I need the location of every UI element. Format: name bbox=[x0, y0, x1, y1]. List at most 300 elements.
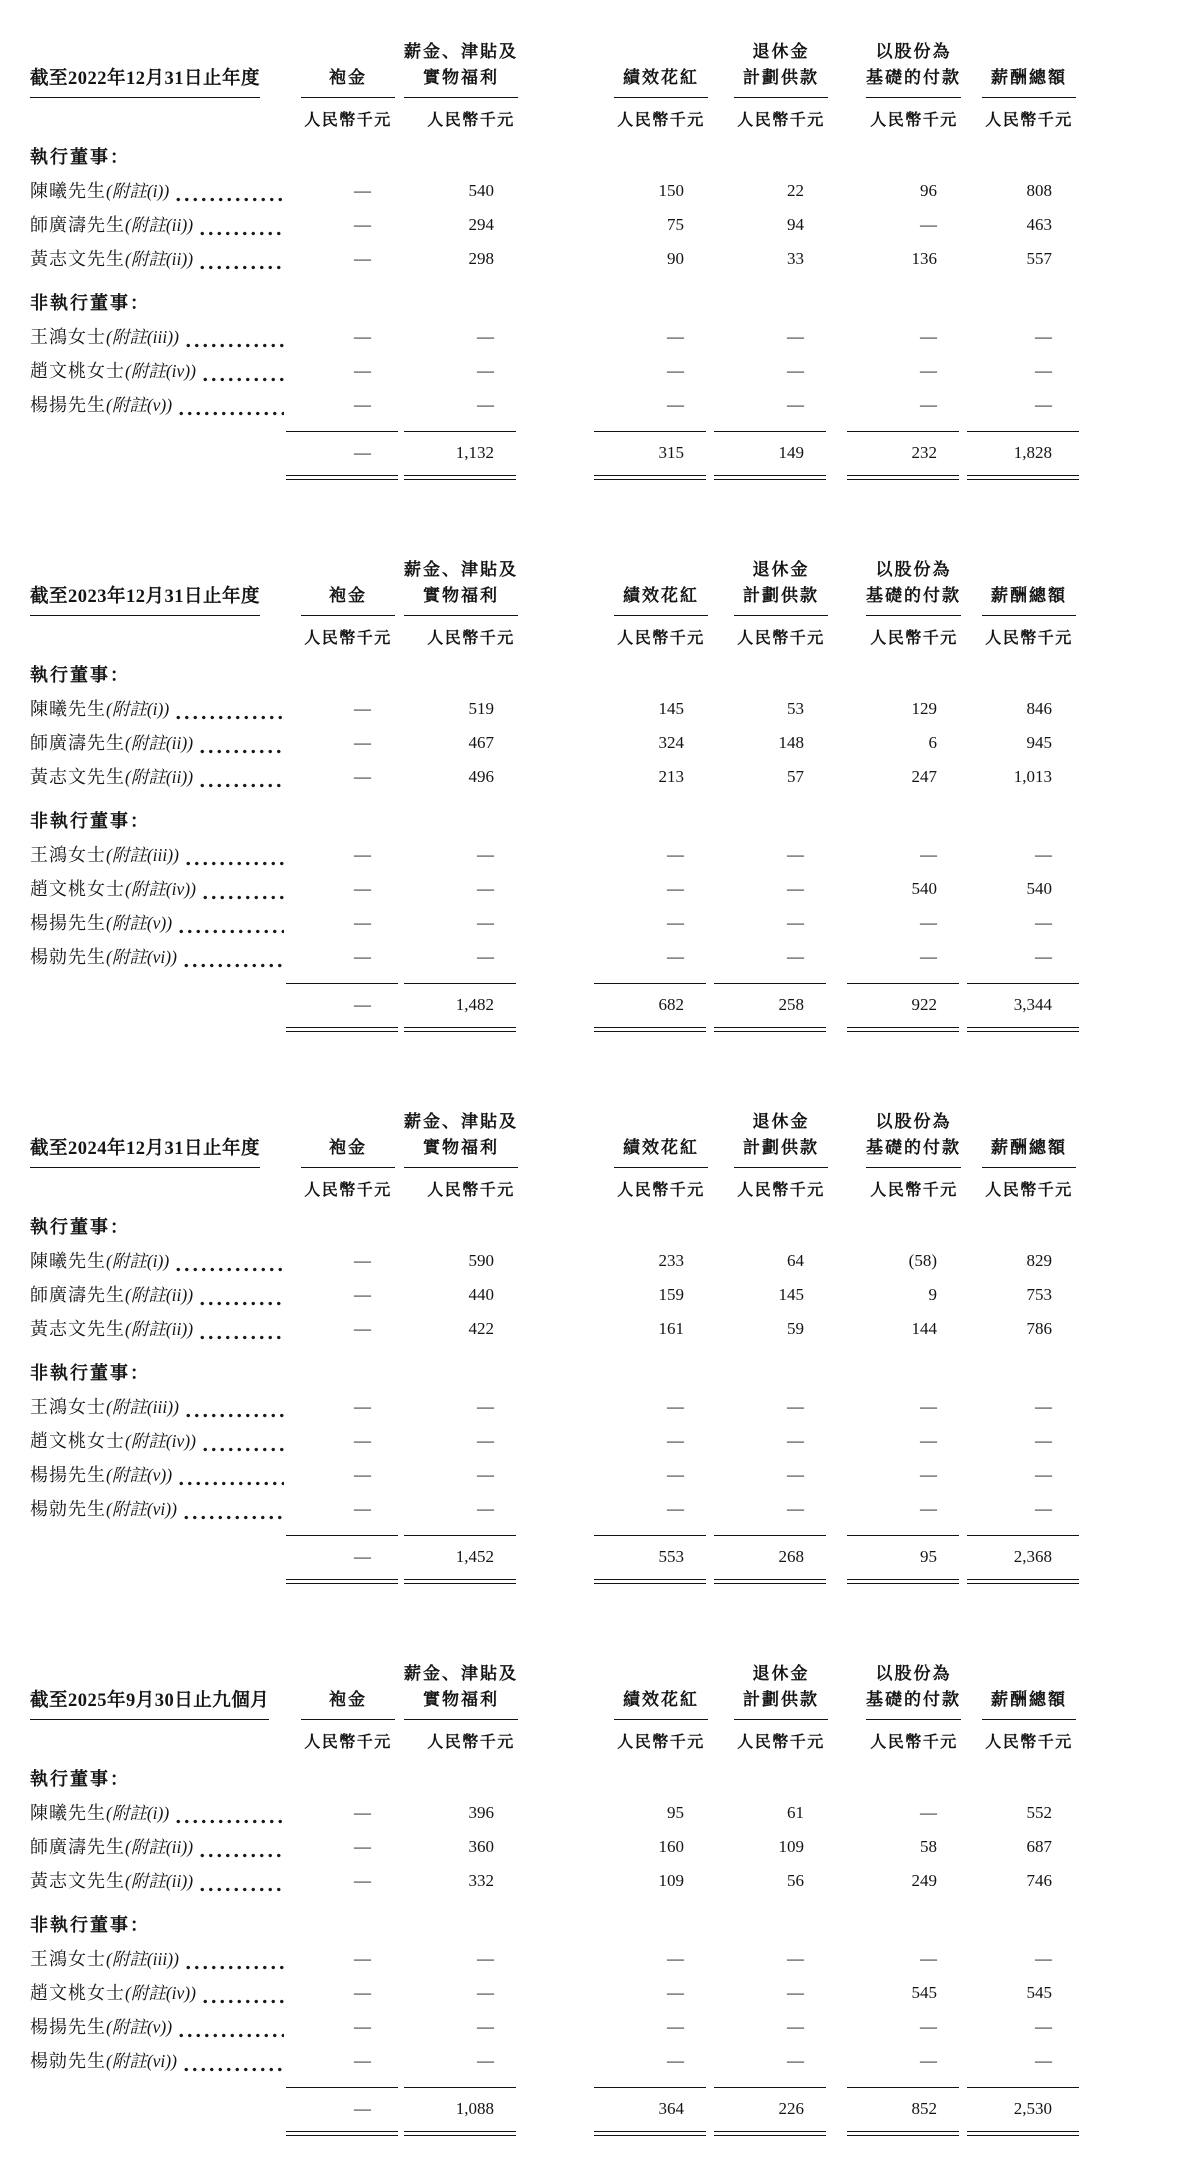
director-name: 黃志文先生 bbox=[30, 1319, 125, 1339]
director-value: — bbox=[920, 327, 937, 346]
director-name-cell bbox=[30, 1278, 286, 1312]
director-name-cell bbox=[30, 242, 286, 276]
currency-unit-label: 人民幣千元 bbox=[427, 630, 515, 647]
director-note: (附註(iii)) bbox=[106, 1949, 179, 1969]
director-value: — bbox=[667, 1465, 684, 1484]
director-value: — bbox=[354, 2017, 371, 2036]
director-value: 57 bbox=[787, 767, 804, 786]
director-value: 945 bbox=[1026, 733, 1052, 752]
director-row bbox=[30, 1278, 1082, 1312]
director-value: 53 bbox=[787, 699, 804, 718]
director-value: — bbox=[1035, 1431, 1052, 1450]
column-header-cell bbox=[967, 1135, 1082, 1169]
director-value: 58 bbox=[920, 1837, 937, 1856]
director-name: 王鴻女士 bbox=[30, 845, 106, 865]
director-value: 90 bbox=[667, 249, 684, 268]
director-value: 247 bbox=[911, 767, 937, 786]
director-value: — bbox=[354, 947, 371, 966]
director-value: — bbox=[1035, 1949, 1052, 1968]
director-name-cell bbox=[30, 838, 286, 872]
dot-leader bbox=[199, 1424, 284, 1458]
director-name: 黃志文先生 bbox=[30, 249, 125, 269]
total-value: 315 bbox=[658, 443, 684, 462]
director-note: (附註(ii)) bbox=[125, 215, 194, 235]
total-double-rule-row bbox=[30, 1026, 1082, 1032]
director-row bbox=[30, 208, 1082, 242]
column-header-cell bbox=[401, 1661, 524, 1720]
director-note: (附註(v)) bbox=[106, 2017, 173, 2037]
section-heading: 執行董事： bbox=[30, 147, 130, 167]
director-note: (附註(iv)) bbox=[125, 361, 196, 381]
director-value: — bbox=[354, 767, 371, 786]
column-header-cell bbox=[967, 65, 1082, 99]
director-value: — bbox=[787, 327, 804, 346]
director-name-cell bbox=[30, 1390, 286, 1424]
director-value: — bbox=[667, 361, 684, 380]
director-value: — bbox=[787, 1465, 804, 1484]
period-cell bbox=[30, 64, 286, 98]
director-value: — bbox=[354, 1499, 371, 1518]
total-double-rule bbox=[286, 475, 398, 480]
director-value: — bbox=[1035, 1465, 1052, 1484]
total-double-rule bbox=[847, 1027, 959, 1032]
dot-leader bbox=[182, 320, 284, 354]
column-header: 袍金 bbox=[301, 1687, 395, 1721]
column-header-cell bbox=[524, 583, 714, 617]
total-topline-row bbox=[30, 422, 1082, 432]
director-name-cell bbox=[30, 1830, 286, 1864]
director-value: — bbox=[667, 1949, 684, 1968]
currency-unit-label: 人民幣千元 bbox=[737, 112, 825, 129]
currency-unit-label: 人民幣千元 bbox=[985, 1734, 1073, 1751]
period-label: 截至2024年12月31日止年度 bbox=[30, 1134, 260, 1168]
dot-leader bbox=[196, 760, 284, 794]
total-value: 364 bbox=[658, 2099, 684, 2118]
total-value: 1,088 bbox=[455, 2099, 494, 2118]
director-note: (附註(iv)) bbox=[125, 1431, 196, 1451]
director-note: (附註(ii)) bbox=[125, 767, 194, 787]
director-value: 64 bbox=[787, 1251, 804, 1270]
director-value: — bbox=[354, 1983, 371, 2002]
column-header: 績效花紅 bbox=[614, 65, 708, 99]
column-header-cell bbox=[401, 39, 524, 98]
section-heading: 非執行董事： bbox=[30, 293, 150, 313]
director-name: 楊揚先生 bbox=[30, 2017, 106, 2037]
column-header: 退休金 計劃供款 bbox=[734, 1661, 828, 1720]
director-row bbox=[30, 726, 1082, 760]
director-name-cell bbox=[30, 1942, 286, 1976]
director-value: (58) bbox=[908, 1251, 937, 1270]
director-value: — bbox=[477, 395, 494, 414]
total-value: 1,482 bbox=[455, 995, 494, 1014]
director-name-cell bbox=[30, 692, 286, 726]
total-topline-row bbox=[30, 2078, 1082, 2088]
column-header: 績效花紅 bbox=[614, 583, 708, 617]
column-header-cell bbox=[834, 39, 967, 98]
director-row bbox=[30, 872, 1082, 906]
director-row bbox=[30, 1458, 1082, 1492]
section-heading-row bbox=[30, 1356, 1082, 1390]
total-double-rule bbox=[967, 2131, 1079, 2136]
director-row bbox=[30, 838, 1082, 872]
column-header: 以股份為 基礎的付款 bbox=[866, 1109, 961, 1168]
director-value: 136 bbox=[911, 249, 937, 268]
director-name-cell bbox=[30, 1458, 286, 1492]
director-value: — bbox=[787, 361, 804, 380]
total-double-rule bbox=[847, 1579, 959, 1584]
column-header: 薪金、津貼及 實物福利 bbox=[404, 1109, 518, 1168]
section-heading: 非執行董事： bbox=[30, 1363, 150, 1383]
director-value: — bbox=[477, 1431, 494, 1450]
director-value: — bbox=[354, 1397, 371, 1416]
director-value: — bbox=[920, 2017, 937, 2036]
total-value: 553 bbox=[658, 1547, 684, 1566]
director-value: — bbox=[667, 327, 684, 346]
total-double-rule bbox=[286, 1027, 398, 1032]
director-value: — bbox=[354, 1251, 371, 1270]
director-value: — bbox=[477, 879, 494, 898]
total-value: 268 bbox=[778, 1547, 804, 1566]
director-value: — bbox=[787, 1949, 804, 1968]
director-value: — bbox=[920, 845, 937, 864]
director-value: — bbox=[920, 913, 937, 932]
currency-unit-label: 人民幣千元 bbox=[870, 630, 958, 647]
director-value: — bbox=[787, 879, 804, 898]
dot-leader bbox=[196, 1278, 284, 1312]
director-value: — bbox=[787, 913, 804, 932]
currency-unit-label: 人民幣千元 bbox=[617, 1182, 705, 1199]
total-double-rule bbox=[594, 2131, 706, 2136]
dot-leader bbox=[180, 940, 284, 974]
director-value: — bbox=[354, 2051, 371, 2070]
director-value: — bbox=[920, 1499, 937, 1518]
director-name-cell bbox=[30, 726, 286, 760]
director-value: — bbox=[920, 1397, 937, 1416]
section-heading-row bbox=[30, 140, 1082, 174]
director-value: 144 bbox=[911, 1319, 937, 1338]
column-header: 袍金 bbox=[301, 65, 395, 99]
director-value: 540 bbox=[911, 879, 937, 898]
currency-unit-label: 人民幣千元 bbox=[304, 1734, 392, 1751]
director-value: — bbox=[920, 947, 937, 966]
director-value: — bbox=[787, 1431, 804, 1450]
total-double-rule bbox=[714, 475, 826, 480]
director-note: (附註(vi)) bbox=[106, 947, 177, 967]
director-note: (附註(ii)) bbox=[125, 1319, 194, 1339]
director-note: (附註(i)) bbox=[106, 699, 170, 719]
director-value: 590 bbox=[468, 1251, 494, 1270]
director-value: 59 bbox=[787, 1319, 804, 1338]
director-name: 師廣濤先生 bbox=[30, 733, 125, 753]
currency-unit-label: 人民幣千元 bbox=[304, 112, 392, 129]
total-value: — bbox=[354, 2099, 371, 2118]
total-value: — bbox=[354, 443, 371, 462]
column-header: 袍金 bbox=[301, 583, 395, 617]
director-value: 96 bbox=[920, 181, 937, 200]
total-double-rule bbox=[967, 1579, 1079, 1584]
director-name: 王鴻女士 bbox=[30, 327, 106, 347]
total-value: 226 bbox=[778, 2099, 804, 2118]
total-double-rule bbox=[967, 1027, 1079, 1032]
director-value: 552 bbox=[1026, 1803, 1052, 1822]
director-name-cell bbox=[30, 1244, 286, 1278]
total-value: 2,530 bbox=[1013, 2099, 1052, 2118]
director-note: (附註(ii)) bbox=[125, 249, 194, 269]
dot-leader bbox=[175, 2010, 284, 2044]
director-value: 540 bbox=[1026, 879, 1052, 898]
currency-unit-label: 人民幣千元 bbox=[870, 1182, 958, 1199]
director-name: 楊揚先生 bbox=[30, 395, 106, 415]
total-value: 682 bbox=[658, 995, 684, 1014]
director-value: 440 bbox=[468, 1285, 494, 1304]
director-value: 332 bbox=[468, 1871, 494, 1890]
column-header-cell bbox=[714, 557, 834, 616]
director-name-cell bbox=[30, 940, 286, 974]
director-value: — bbox=[1035, 361, 1052, 380]
director-name-cell bbox=[30, 1796, 286, 1830]
total-double-rule bbox=[594, 475, 706, 480]
director-note: (附註(iv)) bbox=[125, 1983, 196, 2003]
director-note: (附註(v)) bbox=[106, 913, 173, 933]
total-value: 1,132 bbox=[455, 443, 494, 462]
column-header: 薪金、津貼及 實物福利 bbox=[404, 557, 518, 616]
director-value: — bbox=[354, 395, 371, 414]
director-note: (附註(v)) bbox=[106, 395, 173, 415]
total-value: 2,368 bbox=[1013, 1547, 1052, 1566]
director-value: — bbox=[354, 181, 371, 200]
dot-leader bbox=[199, 1976, 284, 2010]
column-header: 袍金 bbox=[301, 1135, 395, 1169]
director-name: 楊揚先生 bbox=[30, 913, 106, 933]
director-value: 746 bbox=[1026, 1871, 1052, 1890]
director-value: — bbox=[787, 845, 804, 864]
total-row bbox=[30, 1536, 1082, 1578]
total-value: 232 bbox=[911, 443, 937, 462]
director-value: 148 bbox=[778, 733, 804, 752]
section-heading: 執行董事： bbox=[30, 665, 130, 685]
section-heading-row bbox=[30, 1762, 1082, 1796]
total-double-rule bbox=[967, 475, 1079, 480]
director-note: (附註(i)) bbox=[106, 181, 170, 201]
director-value: 846 bbox=[1026, 699, 1052, 718]
director-value: — bbox=[354, 1285, 371, 1304]
director-value: — bbox=[477, 947, 494, 966]
director-value: 145 bbox=[778, 1285, 804, 1304]
director-value: — bbox=[920, 1949, 937, 1968]
director-row bbox=[30, 388, 1082, 422]
director-value: — bbox=[1035, 1397, 1052, 1416]
director-note: (附註(i)) bbox=[106, 1251, 170, 1271]
director-value: 56 bbox=[787, 1871, 804, 1890]
director-value: — bbox=[354, 1319, 371, 1338]
director-value: 324 bbox=[658, 733, 684, 752]
director-value: — bbox=[477, 1499, 494, 1518]
director-value: — bbox=[477, 1983, 494, 2002]
total-double-rule bbox=[847, 475, 959, 480]
director-value: — bbox=[1035, 2051, 1052, 2070]
total-double-rule-row bbox=[30, 2130, 1082, 2136]
director-value: — bbox=[354, 699, 371, 718]
total-value: 1,828 bbox=[1013, 443, 1052, 462]
currency-unit-label: 人民幣千元 bbox=[870, 1734, 958, 1751]
director-name: 黃志文先生 bbox=[30, 767, 125, 787]
director-value: 786 bbox=[1026, 1319, 1052, 1338]
currency-unit-label: 人民幣千元 bbox=[427, 1182, 515, 1199]
director-name-cell bbox=[30, 320, 286, 354]
column-header: 薪酬總額 bbox=[982, 65, 1076, 99]
director-name-cell bbox=[30, 760, 286, 794]
director-value: 467 bbox=[468, 733, 494, 752]
director-value: 75 bbox=[667, 215, 684, 234]
director-row bbox=[30, 354, 1082, 388]
director-name-cell bbox=[30, 388, 286, 422]
column-header-cell bbox=[967, 583, 1082, 617]
section-heading: 執行董事： bbox=[30, 1769, 130, 1789]
director-value: — bbox=[787, 947, 804, 966]
column-header-cell bbox=[834, 557, 967, 616]
director-value: — bbox=[1035, 1499, 1052, 1518]
column-header: 薪金、津貼及 實物福利 bbox=[404, 39, 518, 98]
total-value: 1,452 bbox=[455, 1547, 494, 1566]
dot-leader bbox=[180, 2044, 284, 2078]
currency-unit-label: 人民幣千元 bbox=[985, 112, 1073, 129]
director-name-cell bbox=[30, 208, 286, 242]
column-header: 以股份為 基礎的付款 bbox=[866, 557, 961, 616]
director-value: 360 bbox=[468, 1837, 494, 1856]
director-note: (附註(iv)) bbox=[125, 879, 196, 899]
total-value: 95 bbox=[920, 1547, 937, 1566]
director-note: (附註(v)) bbox=[106, 1465, 173, 1485]
director-value: — bbox=[354, 733, 371, 752]
currency-unit-label: 人民幣千元 bbox=[617, 630, 705, 647]
director-row bbox=[30, 1424, 1082, 1458]
director-value: 545 bbox=[1026, 1983, 1052, 2002]
director-value: 545 bbox=[911, 1983, 937, 2002]
director-note: (附註(iii)) bbox=[106, 845, 179, 865]
director-value: — bbox=[354, 361, 371, 380]
section-heading: 非執行董事： bbox=[30, 811, 150, 831]
director-note: (附註(iii)) bbox=[106, 327, 179, 347]
director-value: 233 bbox=[658, 1251, 684, 1270]
director-name: 師廣濤先生 bbox=[30, 215, 125, 235]
director-value: — bbox=[354, 327, 371, 346]
column-header: 以股份為 基礎的付款 bbox=[866, 39, 961, 98]
column-header-cell bbox=[834, 1661, 967, 1720]
director-name-cell bbox=[30, 2010, 286, 2044]
director-row bbox=[30, 692, 1082, 726]
column-header: 績效花紅 bbox=[614, 1135, 708, 1169]
column-header-cell bbox=[286, 583, 401, 617]
column-header: 薪酬總額 bbox=[982, 583, 1076, 617]
director-row bbox=[30, 2044, 1082, 2078]
unit-row bbox=[30, 1168, 1082, 1200]
director-value: 298 bbox=[468, 249, 494, 268]
column-header: 退休金 計劃供款 bbox=[734, 39, 828, 98]
unit-row bbox=[30, 1720, 1082, 1752]
director-value: 109 bbox=[658, 1871, 684, 1890]
director-value: 129 bbox=[911, 699, 937, 718]
period-cell bbox=[30, 1686, 286, 1720]
director-value: — bbox=[667, 947, 684, 966]
total-double-rule-row bbox=[30, 1578, 1082, 1584]
director-value: — bbox=[787, 2017, 804, 2036]
director-note: (附註(ii)) bbox=[125, 1871, 194, 1891]
director-row bbox=[30, 1864, 1082, 1898]
table-header-row bbox=[30, 26, 1082, 98]
dot-leader bbox=[196, 726, 284, 760]
total-value: — bbox=[354, 1547, 371, 1566]
director-value: 22 bbox=[787, 181, 804, 200]
dot-leader bbox=[199, 354, 284, 388]
director-name: 黃志文先生 bbox=[30, 1871, 125, 1891]
director-value: 95 bbox=[667, 1803, 684, 1822]
total-double-rule bbox=[714, 1579, 826, 1584]
currency-unit-label: 人民幣千元 bbox=[617, 1734, 705, 1751]
currency-unit-label: 人民幣千元 bbox=[985, 630, 1073, 647]
director-value: — bbox=[787, 1499, 804, 1518]
director-value: — bbox=[354, 215, 371, 234]
director-value: — bbox=[354, 845, 371, 864]
section-heading-row bbox=[30, 1210, 1082, 1244]
column-header-cell bbox=[286, 65, 401, 99]
currency-unit-label: 人民幣千元 bbox=[304, 1182, 392, 1199]
dot-leader bbox=[196, 242, 284, 276]
director-row bbox=[30, 1830, 1082, 1864]
dot-leader bbox=[196, 208, 284, 242]
total-value: 852 bbox=[911, 2099, 937, 2118]
director-value: 213 bbox=[658, 767, 684, 786]
director-value: — bbox=[667, 1397, 684, 1416]
director-value: 6 bbox=[928, 733, 937, 752]
director-value: 687 bbox=[1026, 1837, 1052, 1856]
director-value: — bbox=[920, 361, 937, 380]
director-name: 楊勍先生 bbox=[30, 2051, 106, 2071]
director-value: — bbox=[920, 1431, 937, 1450]
period-cell bbox=[30, 582, 286, 616]
total-double-rule bbox=[404, 2131, 516, 2136]
total-value: 3,344 bbox=[1013, 995, 1052, 1014]
director-row bbox=[30, 940, 1082, 974]
director-value: 94 bbox=[787, 215, 804, 234]
total-double-rule bbox=[286, 2131, 398, 2136]
currency-unit-label: 人民幣千元 bbox=[304, 630, 392, 647]
director-value: — bbox=[920, 1803, 937, 1822]
director-name-cell bbox=[30, 1312, 286, 1346]
director-note: (附註(vi)) bbox=[106, 1499, 177, 1519]
director-name: 趙文桃女士 bbox=[30, 1983, 125, 2003]
total-double-rule bbox=[404, 475, 516, 480]
director-name-cell bbox=[30, 1864, 286, 1898]
total-topline-row bbox=[30, 1526, 1082, 1536]
dot-leader bbox=[175, 906, 284, 940]
director-value: 519 bbox=[468, 699, 494, 718]
director-value: 160 bbox=[658, 1837, 684, 1856]
remuneration-table-4 bbox=[30, 1648, 1082, 2136]
director-name: 陳曦先生 bbox=[30, 1251, 106, 1271]
director-value: — bbox=[477, 2017, 494, 2036]
director-value: 753 bbox=[1026, 1285, 1052, 1304]
total-double-rule bbox=[714, 2131, 826, 2136]
director-row bbox=[30, 174, 1082, 208]
director-value: — bbox=[354, 1803, 371, 1822]
dot-leader bbox=[182, 1942, 284, 1976]
section-heading: 執行董事： bbox=[30, 1217, 130, 1237]
column-header-cell bbox=[967, 1687, 1082, 1721]
director-name: 王鴻女士 bbox=[30, 1949, 106, 1969]
remuneration-table-2 bbox=[30, 544, 1082, 1032]
director-value: — bbox=[787, 1983, 804, 2002]
total-double-rule bbox=[404, 1579, 516, 1584]
